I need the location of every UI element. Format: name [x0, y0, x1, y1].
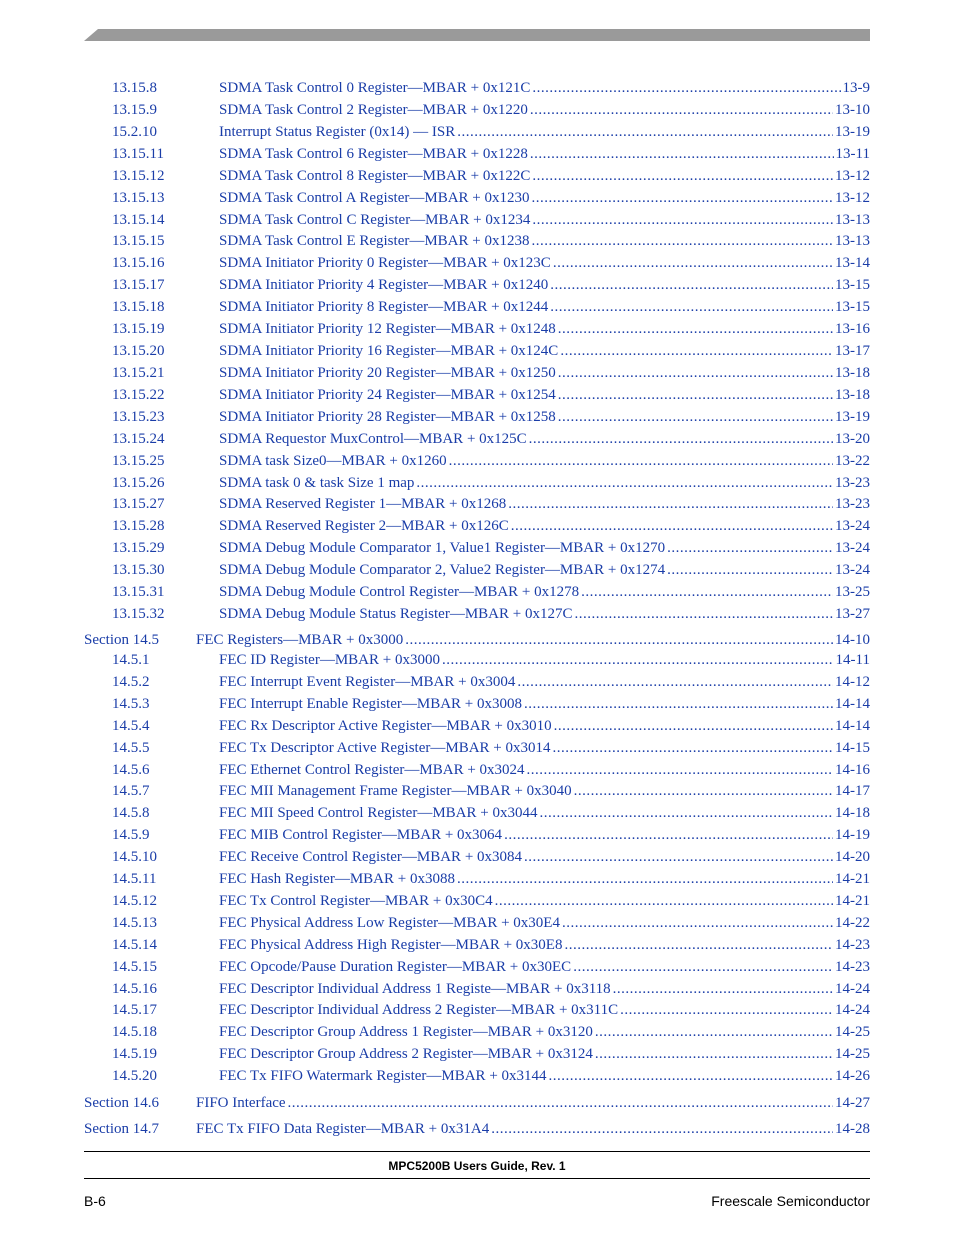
toc-dot-leader	[539, 804, 833, 822]
toc-title[interactable]: SDMA Initiator Priority 12 Register—MBAR + 0x1248	[219, 321, 556, 337]
toc-page-number[interactable]: 13-10	[835, 102, 870, 118]
toc-row[interactable]	[0, 101, 954, 119]
toc-number[interactable]: 13.15.11	[112, 146, 164, 162]
toc-title[interactable]: FEC Tx FIFO Data Register—MBAR + 0x31A4	[196, 1121, 490, 1137]
toc-dot-leader	[558, 364, 833, 382]
toc-row[interactable]	[0, 1067, 954, 1085]
toc-page-number[interactable]: 14-17	[835, 783, 870, 799]
toc-title[interactable]: FEC Tx Control Register—MBAR + 0x30C4	[219, 893, 493, 909]
toc-dot-leader	[574, 782, 833, 800]
toc-entry[interactable]	[219, 892, 870, 910]
toc-page-number[interactable]: 14-18	[835, 805, 870, 821]
toc-page-number[interactable]: 13-18	[835, 387, 870, 403]
toc-number[interactable]: 13.15.20	[112, 343, 165, 359]
toc-row[interactable]	[0, 211, 954, 229]
footer-page-label: B-6	[84, 1193, 106, 1209]
toc-row[interactable]	[0, 320, 954, 338]
toc-page-number[interactable]: 14-27	[835, 1095, 870, 1111]
toc-title[interactable]: FEC Descriptor Individual Address 2 Register—MBAR + 0x311C	[219, 1002, 619, 1018]
toc-row[interactable]	[0, 605, 954, 623]
toc-row[interactable]	[0, 254, 954, 272]
toc-dot-leader	[564, 936, 833, 954]
toc-number[interactable]: 14.5.9	[112, 827, 150, 843]
toc-row[interactable]	[0, 452, 954, 470]
toc-title[interactable]: FEC Registers—MBAR + 0x3000	[196, 632, 404, 648]
toc-number[interactable]: 13.15.16	[112, 255, 165, 271]
toc-title[interactable]: FEC Interrupt Event Register—MBAR + 0x3004	[219, 674, 516, 690]
toc-page-number[interactable]: 14-25	[835, 1024, 870, 1040]
toc-row[interactable]	[0, 914, 954, 932]
toc-page-number[interactable]: 14-21	[835, 893, 870, 909]
toc-number[interactable]: 14.5.20	[112, 1068, 157, 1084]
toc-title[interactable]: FEC Physical Address High Register—MBAR + 0x30E8	[219, 937, 563, 953]
toc-title[interactable]: SDMA task Size0—MBAR + 0x1260	[219, 453, 447, 469]
toc-row[interactable]	[0, 651, 954, 669]
toc-page-number[interactable]: 13-13	[835, 212, 870, 228]
toc-entry[interactable]	[219, 739, 870, 757]
toc-number[interactable]: 13.15.9	[112, 102, 157, 118]
toc-row[interactable]	[0, 848, 954, 866]
toc-number[interactable]: 13.15.15	[112, 233, 165, 249]
toc-title[interactable]: FEC Descriptor Group Address 1 Register—MBAR + 0x3120	[219, 1024, 593, 1040]
footer-doc-title: MPC5200B Users Guide, Rev. 1	[388, 1159, 566, 1173]
toc-title[interactable]: FEC Receive Control Register—MBAR + 0x3084	[219, 849, 523, 865]
toc-number[interactable]: 13.15.17	[112, 277, 165, 293]
toc-dot-leader	[524, 848, 833, 866]
toc-number[interactable]: 13.15.19	[112, 321, 165, 337]
toc-entry[interactable]	[219, 761, 870, 779]
toc-number[interactable]: 14.5.14	[112, 937, 157, 953]
toc-entry[interactable]	[219, 320, 870, 338]
toc-dot-leader	[595, 1023, 833, 1041]
toc-number[interactable]: 13.15.28	[112, 518, 165, 534]
toc-row[interactable]	[0, 1023, 954, 1041]
toc-number[interactable]: 14.5.6	[112, 762, 150, 778]
toc-entry[interactable]	[219, 189, 870, 207]
toc-title[interactable]: FEC Tx Descriptor Active Register—MBAR + 0x3014	[219, 740, 551, 756]
toc-dot-leader	[620, 1001, 833, 1019]
toc-page-number[interactable]: 14-15	[835, 740, 870, 756]
toc-number[interactable]: 14.5.19	[112, 1046, 157, 1062]
toc-entry[interactable]	[219, 342, 870, 360]
toc-dot-leader	[613, 980, 833, 998]
toc-title[interactable]: SDMA Reserved Register 2—MBAR + 0x126C	[219, 518, 509, 534]
toc-page-number[interactable]: 13-15	[835, 277, 870, 293]
toc-number[interactable]: 14.5.7	[112, 783, 150, 799]
toc-row[interactable]	[0, 145, 954, 163]
toc-title[interactable]: FEC Tx FIFO Watermark Register—MBAR + 0x3144	[219, 1068, 547, 1084]
toc-entry[interactable]	[219, 123, 870, 141]
toc-title[interactable]: FEC Descriptor Individual Address 1 Registe—MBAR + 0x3118	[219, 981, 611, 997]
toc-row[interactable]	[0, 276, 954, 294]
toc-dot-leader	[530, 145, 834, 163]
toc-page-number[interactable]: 13-23	[835, 475, 870, 491]
toc-page-number[interactable]: 13-23	[835, 496, 870, 512]
toc-title[interactable]: SDMA Task Control C Register—MBAR + 0x1234	[219, 212, 531, 228]
toc-page-number[interactable]: 14-25	[835, 1046, 870, 1062]
toc-number[interactable]: 14.5.2	[112, 674, 150, 690]
toc-row[interactable]	[0, 408, 954, 426]
toc-entry[interactable]	[219, 1001, 870, 1019]
toc-title[interactable]: SDMA Initiator Priority 8 Register—MBAR + 0x1244	[219, 299, 549, 315]
toc-title[interactable]: FEC ID Register—MBAR + 0x3000	[219, 652, 440, 668]
toc-number[interactable]: 13.15.22	[112, 387, 165, 403]
toc-row[interactable]	[0, 1001, 954, 1019]
toc-section-row[interactable]	[0, 1120, 954, 1138]
toc-entry[interactable]	[196, 631, 870, 649]
toc-title[interactable]: SDMA Initiator Priority 16 Register—MBAR + 0x124C	[219, 343, 559, 359]
toc-page-number[interactable]: 13-24	[835, 562, 870, 578]
toc-dot-leader	[457, 870, 833, 888]
toc-number[interactable]: Section 14.7	[84, 1121, 159, 1137]
toc-number[interactable]: 13.15.8	[112, 80, 157, 96]
toc-dot-leader	[524, 695, 833, 713]
toc-row[interactable]	[0, 673, 954, 691]
toc-row[interactable]	[0, 761, 954, 779]
toc-dot-leader	[574, 605, 833, 623]
toc-dot-leader	[449, 452, 833, 470]
toc-number[interactable]: 14.5.10	[112, 849, 157, 865]
toc-page-number[interactable]: 13-12	[835, 190, 870, 206]
toc-title[interactable]: FEC Descriptor Group Address 2 Register—MBAR + 0x3124	[219, 1046, 593, 1062]
toc-entry[interactable]	[219, 804, 870, 822]
toc-page-number[interactable]: 13-25	[835, 584, 870, 600]
toc-entry[interactable]	[219, 232, 870, 250]
toc-row[interactable]	[0, 123, 954, 141]
toc-row[interactable]	[0, 980, 954, 998]
toc-title[interactable]: SDMA Debug Module Comparator 1, Value1 Register—MBAR + 0x1270	[219, 540, 666, 556]
toc-page-number[interactable]: 14-22	[835, 915, 870, 931]
toc-row[interactable]	[0, 583, 954, 601]
toc-row[interactable]	[0, 826, 954, 844]
toc-number[interactable]: 13.15.13	[112, 190, 165, 206]
toc-page-number[interactable]: 14-20	[835, 849, 870, 865]
toc-number[interactable]: 13.15.30	[112, 562, 165, 578]
toc-section-row[interactable]	[0, 631, 954, 649]
toc-entry[interactable]	[196, 1094, 870, 1112]
toc-entry[interactable]	[219, 539, 870, 557]
toc-number[interactable]: 14.5.13	[112, 915, 157, 931]
toc-number[interactable]: 14.5.4	[112, 718, 150, 734]
toc-page-number[interactable]: 13-24	[835, 518, 870, 534]
toc-number[interactable]: 14.5.17	[112, 1002, 157, 1018]
toc-entry[interactable]	[219, 145, 870, 163]
toc-title[interactable]: FEC Interrupt Enable Register—MBAR + 0x3008	[219, 696, 523, 712]
toc-title[interactable]: SDMA Initiator Priority 28 Register—MBAR + 0x1258	[219, 409, 556, 425]
toc-row[interactable]	[0, 717, 954, 735]
toc-number[interactable]: 15.2.10	[112, 124, 157, 140]
toc-entry[interactable]	[219, 782, 870, 800]
toc-page-number[interactable]: 14-11	[835, 652, 870, 668]
toc-dot-leader	[554, 717, 833, 735]
toc-page-number[interactable]: 13-14	[835, 255, 870, 271]
toc-page-number[interactable]: 14-24	[835, 981, 870, 997]
toc-number[interactable]: 14.5.8	[112, 805, 150, 821]
toc-dot-leader	[560, 342, 833, 360]
toc-dot-leader	[553, 254, 833, 272]
toc-entry[interactable]	[219, 673, 870, 691]
toc-page-number[interactable]: 14-14	[835, 718, 870, 734]
header-bar	[84, 29, 870, 41]
toc-row[interactable]	[0, 474, 954, 492]
toc-entry[interactable]	[219, 408, 870, 426]
toc-page-number[interactable]: 13-27	[835, 606, 870, 622]
toc-page-number[interactable]: 13-24	[835, 540, 870, 556]
toc-title[interactable]: SDMA task 0 & task Size 1 map	[219, 475, 415, 491]
toc-page-number[interactable]: 13-16	[835, 321, 870, 337]
toc-dot-leader	[549, 1067, 833, 1085]
toc-page-number[interactable]: 13-19	[835, 409, 870, 425]
toc-entry[interactable]	[219, 211, 870, 229]
toc-dot-leader	[517, 673, 833, 691]
toc-entry[interactable]	[219, 561, 870, 579]
toc-entry[interactable]	[219, 936, 870, 954]
toc-dot-leader	[581, 583, 833, 601]
toc-dot-leader	[531, 232, 833, 250]
toc-row[interactable]	[0, 298, 954, 316]
toc-title[interactable]: FEC Rx Descriptor Active Register—MBAR + 0x3010	[219, 718, 552, 734]
toc-title[interactable]: SDMA Debug Module Status Register—MBAR + 0x127C	[219, 606, 573, 622]
footer-company: Freescale Semiconductor	[711, 1193, 870, 1209]
toc-title[interactable]: FEC MIB Control Register—MBAR + 0x3064	[219, 827, 503, 843]
toc-page-number[interactable]: 13-11	[835, 146, 870, 162]
toc-entry[interactable]	[219, 1023, 870, 1041]
toc-row[interactable]	[0, 1045, 954, 1063]
toc-title[interactable]: SDMA Reserved Register 1—MBAR + 0x1268	[219, 496, 507, 512]
toc-page-number[interactable]: 13-12	[835, 168, 870, 184]
toc-title[interactable]: SDMA Task Control 2 Register—MBAR + 0x1220	[219, 102, 528, 118]
toc-title[interactable]: SDMA Initiator Priority 4 Register—MBAR + 0x1240	[219, 277, 549, 293]
toc-entry[interactable]	[219, 167, 870, 185]
toc-number[interactable]: Section 14.5	[84, 632, 159, 648]
toc-row[interactable]	[0, 517, 954, 535]
toc-entry[interactable]	[219, 651, 870, 669]
toc-title[interactable]: SDMA Task Control E Register—MBAR + 0x1238	[219, 233, 530, 249]
toc-page-number[interactable]: 14-16	[835, 762, 870, 778]
toc-number[interactable]: 14.5.15	[112, 959, 157, 975]
toc-title[interactable]: FEC Hash Register—MBAR + 0x3088	[219, 871, 455, 887]
toc-number[interactable]: 13.15.14	[112, 212, 165, 228]
toc-dot-leader	[532, 211, 833, 229]
toc-page-number[interactable]: 13-18	[835, 365, 870, 381]
toc-title[interactable]: SDMA Initiator Priority 20 Register—MBAR + 0x1250	[219, 365, 556, 381]
footer-top-rule	[84, 1151, 870, 1152]
toc-dot-leader	[667, 539, 833, 557]
toc-row[interactable]	[0, 495, 954, 513]
toc-page-number[interactable]: 13-13	[835, 233, 870, 249]
toc-entry[interactable]	[219, 1045, 870, 1063]
toc-number[interactable]: 13.15.31	[112, 584, 165, 600]
toc-dot-leader	[457, 123, 833, 141]
toc-title[interactable]: SDMA Task Control 0 Register—MBAR + 0x121C	[219, 80, 531, 96]
toc-page-number[interactable]: 14-23	[835, 937, 870, 953]
toc-entry[interactable]	[219, 870, 870, 888]
toc-entry[interactable]	[219, 695, 870, 713]
toc-dot-leader	[495, 892, 833, 910]
toc-page-number[interactable]: 14-23	[835, 959, 870, 975]
toc-title[interactable]: FEC Ethernet Control Register—MBAR + 0x3024	[219, 762, 525, 778]
toc-row[interactable]	[0, 695, 954, 713]
toc-title[interactable]: FEC Physical Address Low Register—MBAR + 0x30E4	[219, 915, 560, 931]
toc-entry[interactable]	[219, 452, 870, 470]
toc-page-number[interactable]: 14-14	[835, 696, 870, 712]
toc-number[interactable]: 13.15.26	[112, 475, 165, 491]
toc-page-number[interactable]: 14-26	[835, 1068, 870, 1084]
toc-row[interactable]	[0, 189, 954, 207]
toc-title[interactable]: SDMA Initiator Priority 24 Register—MBAR + 0x1254	[219, 387, 556, 403]
toc-title[interactable]: FIFO Interface	[196, 1095, 286, 1111]
toc-dot-leader	[532, 79, 840, 97]
toc-number[interactable]: 14.5.18	[112, 1024, 157, 1040]
toc-page-number[interactable]: 13-9	[842, 80, 870, 96]
toc-number[interactable]: 13.15.27	[112, 496, 165, 512]
toc-number[interactable]: 13.15.21	[112, 365, 165, 381]
toc-page-number[interactable]: 13-15	[835, 299, 870, 315]
toc-number[interactable]: 13.15.25	[112, 453, 165, 469]
toc-entry[interactable]	[219, 583, 870, 601]
toc-entry[interactable]	[219, 364, 870, 382]
toc-row[interactable]	[0, 936, 954, 954]
toc-row[interactable]	[0, 739, 954, 757]
toc-row[interactable]	[0, 232, 954, 250]
toc-dot-leader	[529, 430, 833, 448]
toc-dot-leader	[558, 408, 833, 426]
toc-title[interactable]: SDMA Task Control A Register—MBAR + 0x1230	[219, 190, 530, 206]
toc-row[interactable]	[0, 364, 954, 382]
toc-number[interactable]: 14.5.12	[112, 893, 157, 909]
toc-row[interactable]	[0, 561, 954, 579]
toc-entry[interactable]	[219, 914, 870, 932]
toc-title[interactable]: SDMA Requestor MuxControl—MBAR + 0x125C	[219, 431, 527, 447]
toc-entry[interactable]	[219, 254, 870, 272]
toc-page-number[interactable]: 14-19	[835, 827, 870, 843]
toc-entry[interactable]	[219, 430, 870, 448]
toc-row[interactable]	[0, 539, 954, 557]
toc-section-row[interactable]	[0, 1094, 954, 1112]
toc-page-number[interactable]: 13-20	[835, 431, 870, 447]
toc-number[interactable]: 14.5.16	[112, 981, 157, 997]
toc-dot-leader	[442, 651, 834, 669]
toc-row[interactable]	[0, 79, 954, 97]
toc-number[interactable]: 14.5.11	[112, 871, 157, 887]
toc-title[interactable]: SDMA Debug Module Control Register—MBAR + 0x1278	[219, 584, 580, 600]
toc-number[interactable]: 13.15.18	[112, 299, 165, 315]
toc-dot-leader	[527, 761, 833, 779]
toc-entry[interactable]	[219, 848, 870, 866]
toc-number[interactable]: 13.15.32	[112, 606, 165, 622]
toc-row[interactable]	[0, 782, 954, 800]
toc-title[interactable]: SDMA Debug Module Comparator 2, Value2 Register—MBAR + 0x1274	[219, 562, 666, 578]
toc-title[interactable]: Interrupt Status Register (0x14) — ISR	[219, 124, 456, 140]
toc-dot-leader	[562, 914, 833, 932]
toc-dot-leader	[508, 495, 833, 513]
toc-entry[interactable]	[219, 276, 870, 294]
toc-number[interactable]: 13.15.29	[112, 540, 165, 556]
toc-dot-leader	[416, 474, 833, 492]
toc-row[interactable]	[0, 167, 954, 185]
toc-entry[interactable]	[219, 298, 870, 316]
footer-bottom-rule	[84, 1178, 870, 1179]
toc-row[interactable]	[0, 958, 954, 976]
toc-row[interactable]	[0, 804, 954, 822]
toc-title[interactable]: FEC MII Management Frame Register—MBAR + 0x3040	[219, 783, 572, 799]
toc-entry[interactable]	[219, 79, 870, 97]
toc-entry[interactable]	[219, 101, 870, 119]
toc-dot-leader	[491, 1120, 833, 1138]
toc-number[interactable]: 13.15.12	[112, 168, 165, 184]
toc-row[interactable]	[0, 870, 954, 888]
toc-entry[interactable]	[219, 980, 870, 998]
toc-number[interactable]: 13.15.24	[112, 431, 165, 447]
toc-title[interactable]: SDMA Task Control 8 Register—MBAR + 0x122C	[219, 168, 531, 184]
toc-dot-leader	[532, 167, 833, 185]
toc-page-number[interactable]: 14-21	[835, 871, 870, 887]
toc-entry[interactable]	[219, 717, 870, 735]
toc-title[interactable]: FEC Opcode/Pause Duration Register—MBAR + 0x30EC	[219, 959, 572, 975]
toc-row[interactable]	[0, 892, 954, 910]
toc-number[interactable]: 14.5.1	[112, 652, 150, 668]
toc-dot-leader	[288, 1094, 833, 1112]
toc-entry[interactable]	[219, 958, 870, 976]
toc-entry[interactable]	[219, 1067, 870, 1085]
toc-row[interactable]	[0, 430, 954, 448]
toc-entry[interactable]	[219, 517, 870, 535]
toc-row[interactable]	[0, 342, 954, 360]
toc-dot-leader	[511, 517, 833, 535]
toc-dot-leader	[553, 739, 834, 757]
toc-entry[interactable]	[196, 1120, 870, 1138]
toc-entry[interactable]	[219, 605, 870, 623]
toc-entry[interactable]	[219, 495, 870, 513]
toc-dot-leader	[558, 386, 833, 404]
toc-entry[interactable]	[219, 826, 870, 844]
toc-row[interactable]	[0, 386, 954, 404]
toc-dot-leader	[532, 189, 834, 207]
toc-dot-leader	[573, 958, 833, 976]
toc-dot-leader	[405, 631, 833, 649]
toc-page-number[interactable]: 13-17	[835, 343, 870, 359]
toc-dot-leader	[667, 561, 833, 579]
toc-number[interactable]: Section 14.6	[84, 1095, 159, 1111]
toc-dot-leader	[530, 101, 833, 119]
toc-dot-leader	[550, 298, 833, 316]
toc-page-number[interactable]: 14-10	[835, 632, 870, 648]
toc-number[interactable]: 13.15.23	[112, 409, 165, 425]
toc-dot-leader	[550, 276, 833, 294]
toc-title[interactable]: SDMA Initiator Priority 0 Register—MBAR + 0x123C	[219, 255, 551, 271]
toc-entry[interactable]	[219, 474, 870, 492]
toc-title[interactable]: FEC MII Speed Control Register—MBAR + 0x3044	[219, 805, 538, 821]
toc-page-number[interactable]: 13-19	[835, 124, 870, 140]
toc-entry[interactable]	[219, 386, 870, 404]
toc-number[interactable]: 14.5.5	[112, 740, 150, 756]
toc-page-number[interactable]: 13-22	[835, 453, 870, 469]
toc-page-number[interactable]: 14-28	[835, 1121, 870, 1137]
toc-page-number[interactable]: 14-24	[835, 1002, 870, 1018]
toc-number[interactable]: 14.5.3	[112, 696, 150, 712]
toc-dot-leader	[595, 1045, 833, 1063]
toc-page-number[interactable]: 14-12	[835, 674, 870, 690]
toc-title[interactable]: SDMA Task Control 6 Register—MBAR + 0x1228	[219, 146, 528, 162]
toc-dot-leader	[558, 320, 833, 338]
toc-dot-leader	[504, 826, 833, 844]
